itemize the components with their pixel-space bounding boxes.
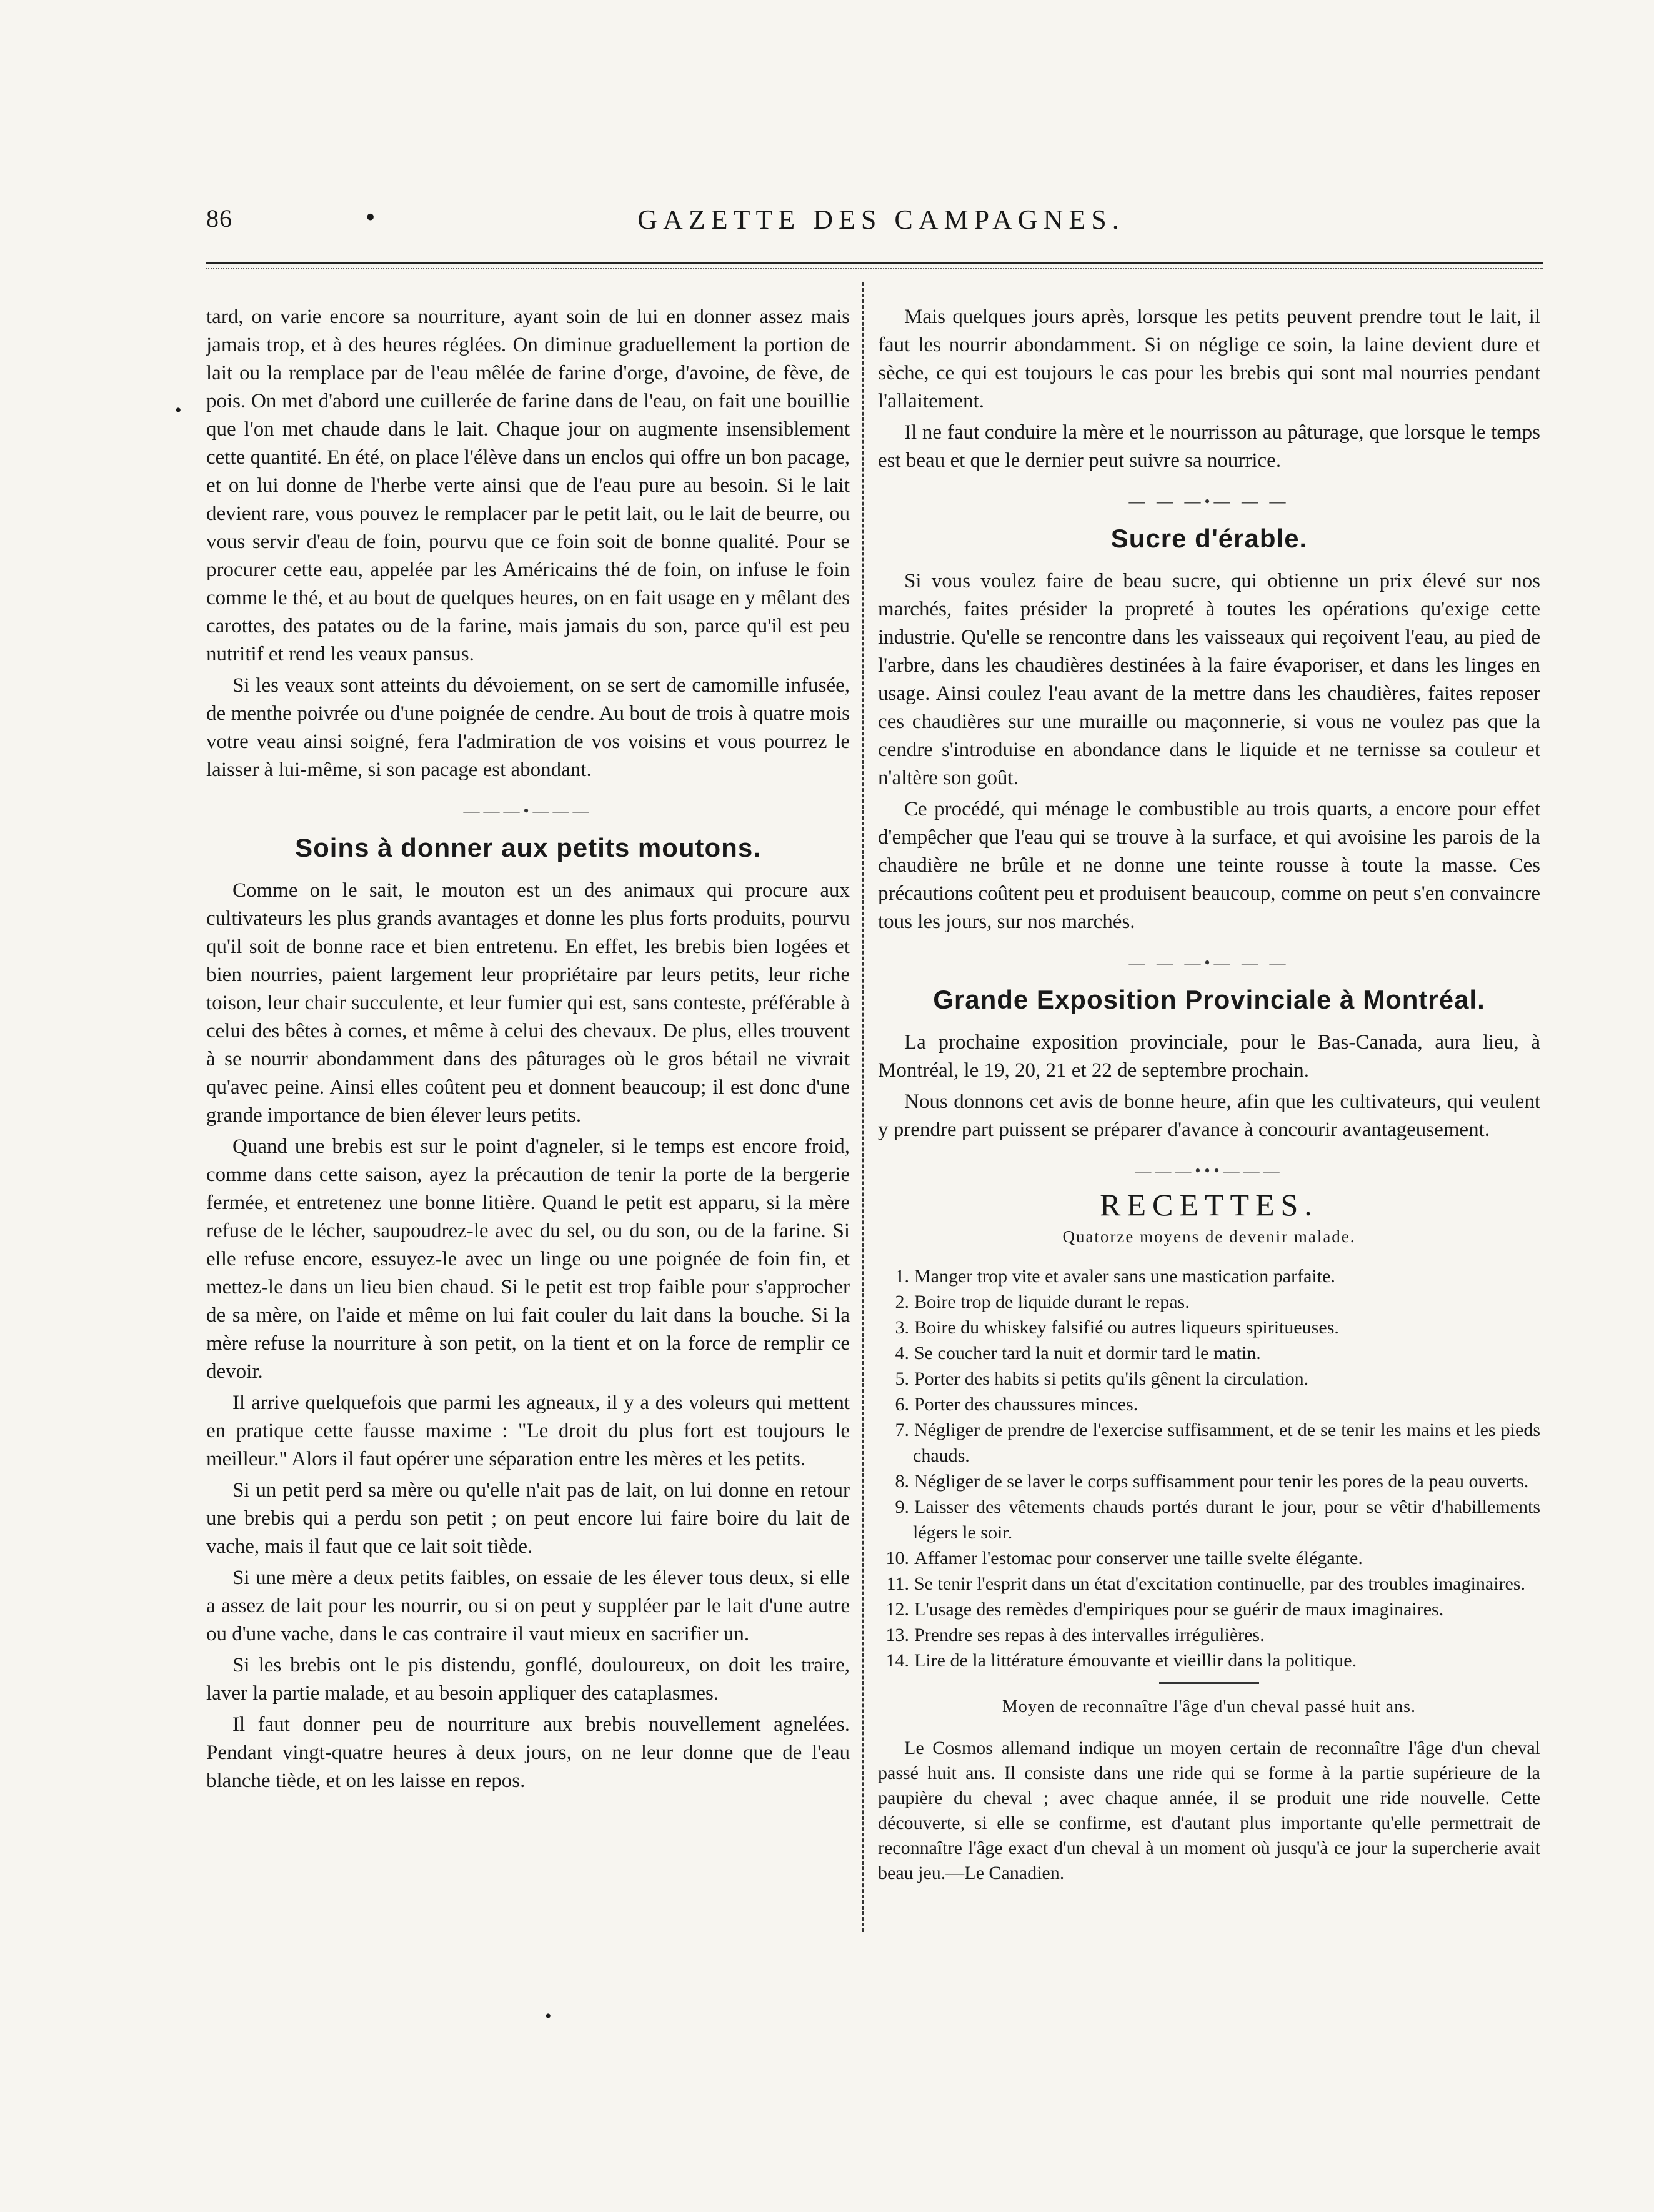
paragraph: Le Cosmos allemand indique un moyen certain de reconnaître l'âge d'un cheval passé huit ans. Il consiste dans une ride qui se forme à la partie supérieure de la paupière du cheval ; avec chaque année, il se produit une ride nouvelle. Cette découverte, si elle se confirme, est d'autant plus importante qu'elle permettrait de reconnaître l'âge exact d'un cheval à un moment où jusqu'à ce jour la supercherie avait beau jeu.—Le Canadien.: [878, 1738, 1540, 1883]
list-item: [878, 1494, 1540, 1545]
list-item-text: Boire trop de liquide durant le repas.: [914, 1292, 1190, 1312]
list-item: [878, 1392, 1540, 1417]
section-heading-sugar: Sucre d'érable.: [1110, 524, 1308, 553]
list-item: [878, 1340, 1540, 1366]
paragraph: Il ne faut conduire la mère et le nourrisson au pâturage, que lorsque le temps est beau et que le dernier peut suivre sa nourrice.: [878, 421, 1540, 472]
paragraph: Ce procédé, qui ménage le combustible au trois quarts, a encore pour effet d'empêcher que l'eau qui se trouve à la surface, et qui avoisine les parois de la chaudière ne brûle et ne donne une teinte rousse à toute la masse. Ces précautions coûtent peu et produisent beaucoup, comme on peut s'en convaincre tous les jours, sur nos marchés.: [878, 798, 1540, 933]
left-column: [206, 303, 850, 1798]
list-item-number: 9.: [895, 1497, 909, 1517]
list-item: [878, 1417, 1540, 1468]
list-item-number: 11.: [886, 1573, 909, 1594]
list-item: [878, 1289, 1540, 1315]
paragraph: Si les veaux sont atteints du dévoiement, on se sert de camomille infusée, de menthe poivrée ou d'une poignée de cendre. Au bout de trois à quatre mois votre veau ainsi soigné, fera l'admiration de vos voisins et vous pourrez le laisser à lui-même, si son pacage est abondant.: [206, 674, 850, 781]
list-item: [878, 1571, 1540, 1597]
list-item-number: 6.: [895, 1394, 909, 1415]
list-item-text: L'usage des remèdes d'empiriques pour se guérir de maux imaginaires.: [914, 1599, 1444, 1620]
list-item: [878, 1468, 1540, 1494]
list-item: [878, 1545, 1540, 1571]
list-item: [878, 1648, 1540, 1673]
column-divider: [862, 282, 864, 1932]
running-title: GAZETTE DES CAMPAGNES.: [637, 204, 1125, 235]
stray-mark: •: [545, 2006, 552, 2026]
section-heading-sheep: Soins à donner aux petits moutons.: [295, 833, 761, 862]
header-separator: •: [366, 202, 376, 232]
list-item-number: 14.: [885, 1650, 909, 1671]
list-item-text: Manger trop vite et avaler sans une mastication parfaite.: [914, 1266, 1335, 1287]
section-heading-recettes: RECETTES.: [1100, 1187, 1318, 1222]
recipe-list: [878, 1263, 1540, 1673]
page-number: 86: [206, 204, 232, 232]
list-item-text: Négliger de se laver le corps suffisamment pour tenir les pores de la peau ouverts.: [914, 1471, 1529, 1492]
list-item-text: Laisser des vêtements chauds portés durant le jour, pour se vêtir d'habillements légers le soir.: [913, 1497, 1540, 1543]
list-item-number: 13.: [885, 1625, 909, 1645]
list-item: [878, 1263, 1540, 1289]
header-rule: [206, 262, 1543, 269]
paragraph: Si les brebis ont le pis distendu, gonflé, douloureux, on doit les traire, laver la partie malade, et au besoin appliquer des cataplasmes.: [206, 1654, 850, 1705]
list-item: [878, 1366, 1540, 1392]
paragraph: Nous donnons cet avis de bonne heure, afin que les cultivateurs, qui veulent y prendre part puissent se préparer d'avance à concourir avantageusement.: [878, 1090, 1540, 1141]
list-item: [878, 1315, 1540, 1340]
list-item-text: Négliger de prendre de l'exercise suffisamment, et de se tenir les mains et les pieds chauds.: [913, 1420, 1540, 1466]
list-item-number: 7.: [895, 1420, 909, 1440]
ornament-divider: — — —•— — —: [1128, 954, 1290, 972]
list-item-number: 12.: [885, 1599, 909, 1620]
list-item: [878, 1622, 1540, 1648]
section-heading-expo: Grande Exposition Provinciale à Montréal.: [933, 985, 1485, 1014]
paragraph: Quand une brebis est sur le point d'agneler, si le temps est encore froid, comme dans cette saison, ayez la précaution de tenir la porte de la bergerie fermée, et entretenez une bonne litière. Quand le petit est apparu, si la mère refuse de le lécher, saupoudrez-le avec du sel, ou du son, ou de la farine. Si elle refuse encore, essuyez-le avec un linge ou une poignée de foin fin, et mettez-le dans un lieu bien chaud. Si le petit est trop faible pour s'approcher de sa mère, on l'aide et même on lui fait couler du lait dans la bouche. Si la mère refuse la nourriture à son petit, on la tient et on la force de remplir ce devoir.: [206, 1135, 850, 1383]
list-item-number: 1.: [895, 1266, 909, 1287]
paragraph: Il arrive quelquefois que parmi les agneaux, il y a des voleurs qui mettent en pratique cette fausse maxime : "Le droit du plus fort est toujours le meilleur." Alors il faut opérer une séparation entre les mères et les petits.: [206, 1392, 850, 1470]
ornament-divider: ———•———: [463, 802, 593, 820]
subheading-horse: Moyen de reconnaître l'âge d'un cheval passé huit ans.: [1002, 1697, 1416, 1716]
list-item-number: 4.: [895, 1343, 909, 1363]
paragraph: Si un petit perd sa mère ou qu'elle n'ait pas de lait, on lui donne en retour une brebis qui a perdu son petit ; on peut encore lui faire boire du lait de vache, mais il faut que ce lait soit tiède.: [206, 1479, 850, 1558]
paragraph: Comme on le sait, le mouton est un des animaux qui procure aux cultivateurs les plus grands avantages et donne les plus forts produits, pourvu qu'il soit de bonne race et bien entretenu. En effet, les brebis bien logées et bien nourries, paient largement leur propriétaire par leurs petits, leur riche toison, leur chair succulente, et leur fumier qui est, sans conteste, préférable à celui des bêtes à cornes, et même à celui des chevaux. De plus, elles trouvent à se nourrir abondamment dans des pâturages où le gros bétail ne vivrait qu'avec peine. Ainsi elles coûtent peu et donnent beaucoup; il est donc d'une grande importance de bien élever leurs petits.: [206, 879, 850, 1127]
right-column: [878, 303, 1540, 1889]
paragraph: tard, on varie encore sa nourriture, ayant soin de lui en donner assez mais jamais trop, et à des heures réglées. On diminue graduellement la portion de lait ou la remplace par de l'eau mêlée de farine d'orge, d'avoine, de fève, de pois. On met d'abord une cuillerée de farine dans de l'eau, on fait une bouillie que l'on met chaude dans le lait. Chaque jour on augmente insensiblement cette quantité. En été, on place l'élève dans un enclos qui offre un bon pacage, et on lui donne de l'herbe verte ainsi que de l'eau pure au besoin. Si le lait devient rare, vous pouvez le remplacer par le petit lait, ou le lait de beurre, ou vous servir d'eau de foin, pourvu que ce foin soit de bonne qualité. Pour se procurer cette eau, appelée par les Américains thé de foin, on infuse le foin comme le thé, et au bout de quelques heures, on en fait usage en y mêlant des carottes, des patates ou de la farine, mais jamais du son, parce qu'il est peu nutritif et rend les veaux pansus.: [206, 306, 850, 665]
list-item-number: 8.: [895, 1471, 909, 1492]
list-item-text: Porter des chaussures minces.: [914, 1394, 1138, 1415]
list-item-text: Affamer l'estomac pour conserver une taille svelte élégante.: [914, 1548, 1363, 1568]
subheading-recettes: Quatorze moyens de devenir malade.: [1062, 1227, 1356, 1246]
list-item-text: Se coucher tard la nuit et dormir tard le matin.: [914, 1343, 1261, 1363]
list-item-text: Prendre ses repas à des intervalles irrégulières.: [914, 1625, 1265, 1645]
list-item-number: 5.: [895, 1368, 909, 1389]
paragraph: La prochaine exposition provinciale, pour le Bas-Canada, aura lieu, à Montréal, le 19, 20, 21 et 22 de septembre prochain.: [878, 1031, 1540, 1082]
paragraph: Si vous voulez faire de beau sucre, qui obtienne un prix élevé sur nos marchés, faites présider la propreté à toutes les opérations qu'exige cette industrie. Qu'elle se rencontre dans les vaisseaux qui reçoivent l'eau, au pied de l'arbre, dans les chaudières destinées à la faire évaporiser, et dans les linges en usage. Ainsi coulez l'eau avant de la mettre dans les chaudières, faites reposer ces chaudières sur une muraille ou maçonnerie, si vous ne voulez pas que la cendre s'introduise en abondance dans le liquide et ne ternisse sa couleur et n'altère son goût.: [878, 570, 1540, 789]
short-rule: [1159, 1682, 1259, 1684]
ornament-divider: — — —•— — —: [1128, 492, 1290, 511]
list-item-number: 10.: [885, 1548, 909, 1568]
list-item-text: Se tenir l'esprit dans un état d'excitation continuelle, par des troubles imaginaires.: [914, 1573, 1526, 1594]
list-item: [878, 1597, 1540, 1622]
list-item-text: Lire de la littérature émouvante et vieillir dans la politique.: [914, 1650, 1357, 1671]
list-item-text: Boire du whiskey falsifié ou autres liqueurs spiritueuses.: [914, 1317, 1339, 1338]
paragraph: Si une mère a deux petits faibles, on essaie de les élever tous deux, si elle a assez de lait pour les nourrir, ou si on peut y suppléer par le lait d'une autre ou d'une vache, dans le cas contraire il vaut mieux en sacrifier un.: [206, 1567, 850, 1645]
stray-mark: •: [175, 400, 182, 421]
list-item-text: Porter des habits si petits qu'ils gênent la circulation.: [914, 1368, 1309, 1389]
paragraph: Il faut donner peu de nourriture aux brebis nouvellement agnelées. Pendant vingt-quatre heures à deux jours, on ne leur donne que de l'eau blanche tiède, et on les laisse en repos.: [206, 1713, 850, 1792]
ornament-divider: ———•••———: [1135, 1162, 1283, 1180]
list-item-number: 2.: [895, 1292, 909, 1312]
page-header: [206, 204, 1443, 241]
paragraph: Mais quelques jours après, lorsque les petits peuvent prendre tout le lait, il faut les nourrir abondamment. Si on néglige ce soin, la laine devient dure et sèche, ce qui est toujours le cas pour les brebis qui sont mal nourries pendant l'allaitement.: [878, 306, 1540, 412]
list-item-number: 3.: [895, 1317, 909, 1338]
